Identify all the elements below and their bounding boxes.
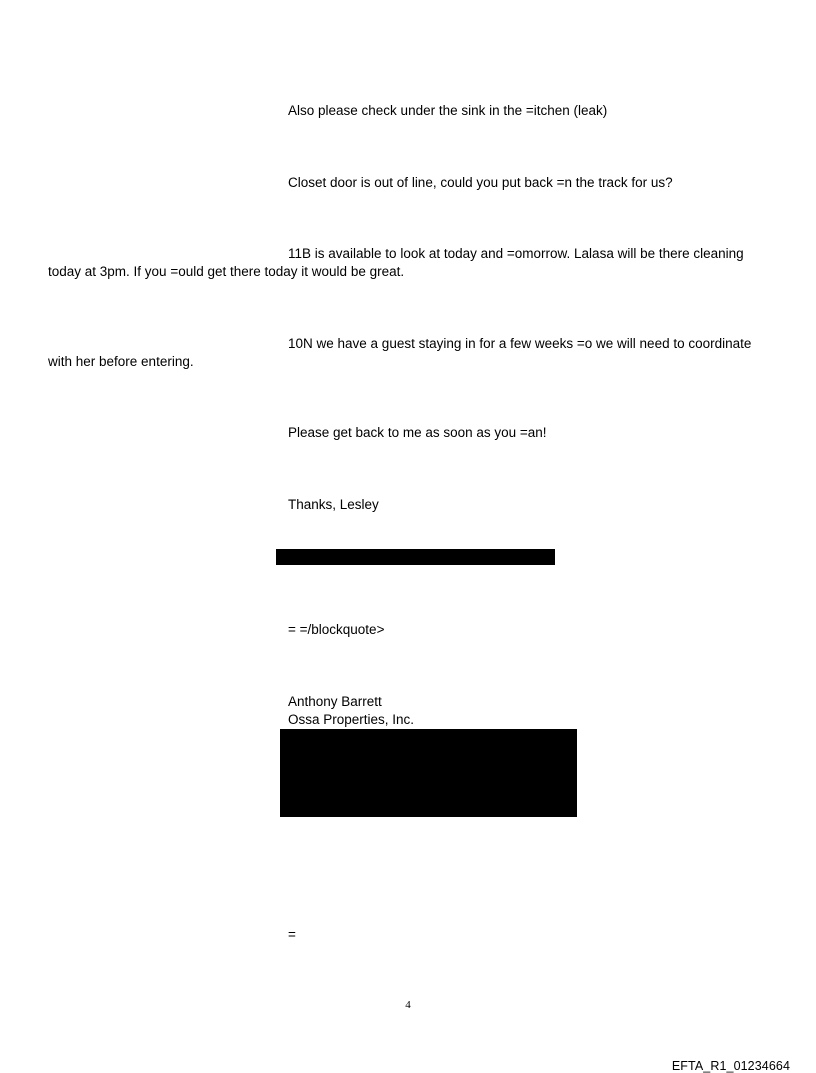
blockquote-close-line: = =/blockquote>	[288, 622, 385, 637]
unit-10n-line-2: with her before entering.	[48, 354, 194, 369]
trailing-mark: =	[288, 927, 296, 942]
unit-11b-line-1: 11B is available to look at today and =omorrow. Lalasa will be there cleaning	[288, 246, 744, 261]
kitchen-leak-line: Also please check under the sink in the =itchen (leak)	[288, 103, 608, 118]
redaction-block	[280, 729, 577, 817]
signature-company: Ossa Properties, Inc.	[288, 712, 415, 727]
unit-10n-line-1: 10N we have a guest staying in for a few weeks =o we will need to coordinate	[288, 336, 752, 351]
page-number: 4	[405, 999, 411, 1011]
closet-door-line: Closet door is out of line, could you put back =n the track for us?	[288, 175, 673, 190]
signature-name: Anthony Barrett	[288, 694, 382, 709]
reply-request-line: Please get back to me as soon as you =an!	[288, 425, 547, 440]
unit-11b-line-2: today at 3pm. If you =ould get there today it would be great.	[48, 264, 405, 279]
signoff-line: Thanks, Lesley	[288, 497, 379, 512]
document-id: EFTA_R1_01234664	[671, 1059, 790, 1073]
redaction-bar	[276, 549, 555, 565]
